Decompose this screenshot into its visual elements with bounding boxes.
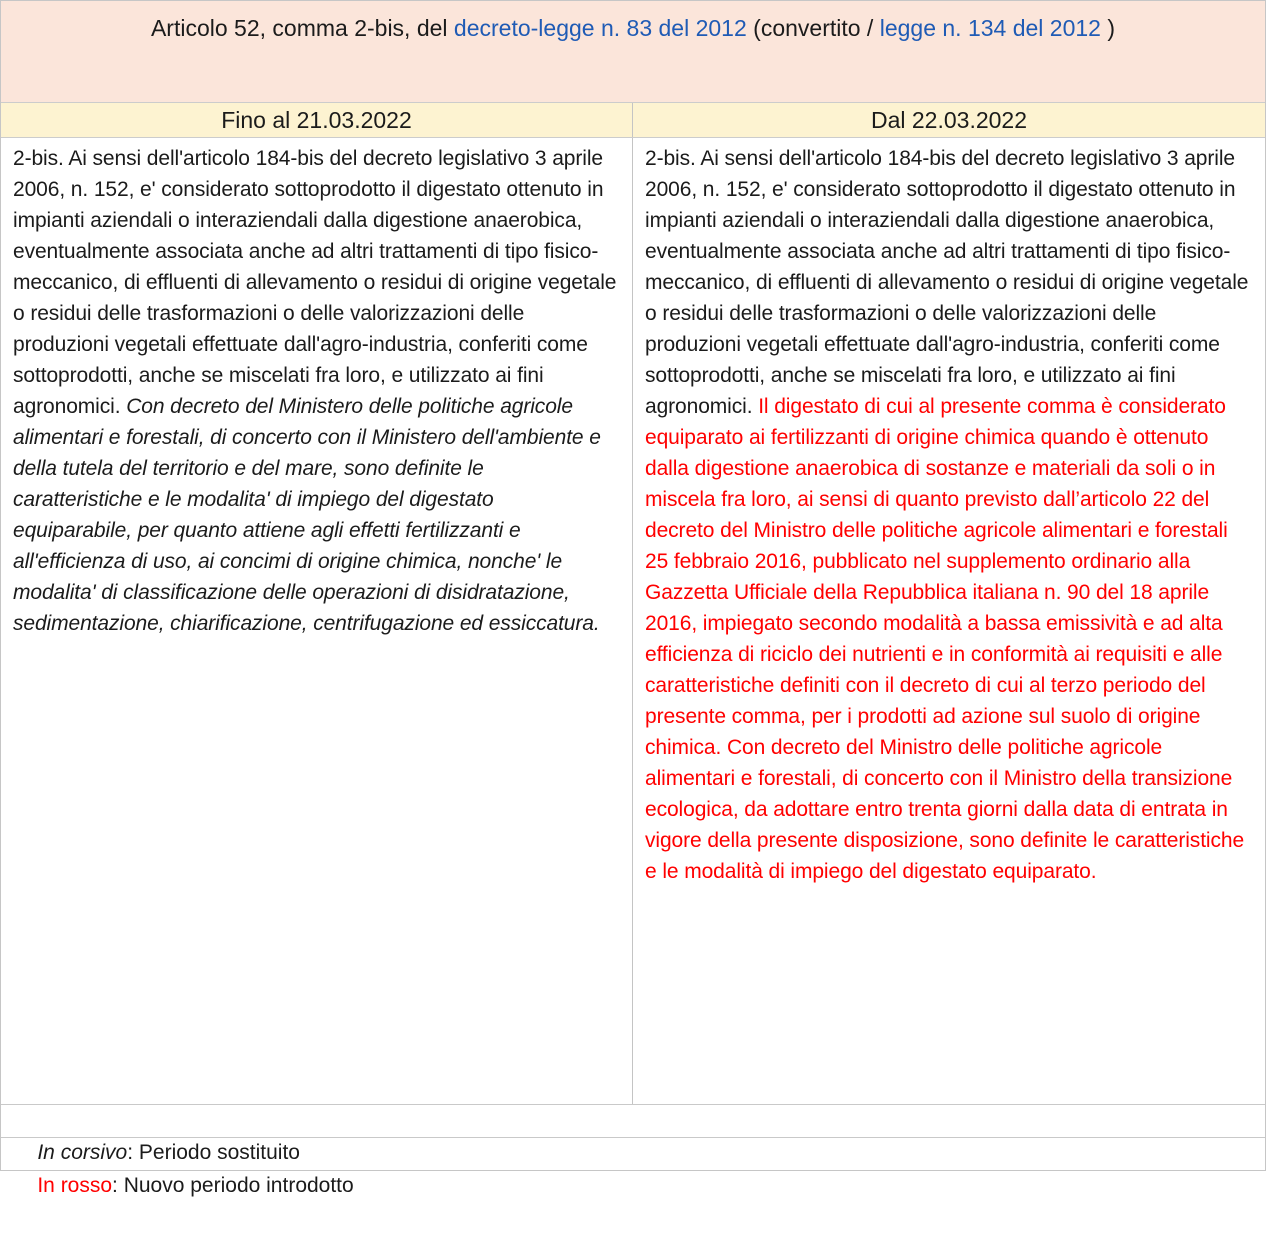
after-unchanged-text: 2-bis. Ai sensi dell'articolo 184-bis del decreto legislativo 3 aprile 2006, n. 152, e' considerato sottoprodotto il digestato ottenuto in impianti aziendali o interaziendali dalla digestione anaerobica, eventualmente associata anche ad altri trattamenti di tipo fisico-meccanico, di effluenti di allevamento o residui di origine vegetale o residui delle trasformazioni o delle valorizzazioni delle produzioni vegetali effettuate dall'agro-industria, conferiti come sottoprodotti, anche se miscelati fra loro, e utilizzato ai fini agronomici. — [645, 147, 1249, 418]
column-headers — [1, 103, 1265, 138]
before-replaced-period-italic: Con decreto del Ministero delle politiche agricole alimentari e forestali, di concerto con il Ministero dell'ambiente e della tutela del territorio e del mare, sono definite le caratteristiche e le modalita' di impiego del digestato equiparabile, per quanto attiene agli effetti fertilizzanti e all'efficienza di uso, ai concimi di origine chimica, nonche' le modalita' di classificazione delle operazioni di disidratazione, sedimentazione, chiarificazione, centrifugazione ed essiccatura. — [13, 395, 601, 635]
document-title — [1, 1, 1265, 103]
legend-italic-description: : Periodo sostituito — [127, 1141, 300, 1164]
legend-italic-label: In corsivo — [37, 1141, 128, 1164]
after-new-period-red: Il digestato di cui al presente comma è considerato equiparato ai fertilizzanti di origine chimica quando è ottenuto dalla digestione anaerobica di sostanze e materiali da soli o in miscela fra loro, ai sensi di quanto previsto dall’articolo 22 del decreto del Ministro delle politiche agricole alimentari e forestali 25 febbraio 2016, pubblicato nel supplemento ordinario alla Gazzetta Ufficiale della Repubblica italiana n. 90 del 18 aprile 2016, impiegato secondo modalità a bassa emissività e ad alta efficienza di riciclo dei nutrienti e in conformità ai requisiti e alle caratteristiche definiti con il decreto di cui al terzo periodo del presente comma, per i prodotti ad azione sul suolo di origine chimica. Con decreto del Ministro delle politiche agricole alimentari e forestali, di concerto con il Ministro della transizione ecologica, da adottare entro trenta giorni dalla data di entrata in vigore della presente disposizione, sono definite le caratteristiche e le modalità di impiego del digestato equiparato. — [645, 395, 1245, 883]
comparison-row — [1, 138, 1265, 1104]
legend-red-description: : Nuovo periodo introdotto — [112, 1174, 354, 1197]
title-text-segment: Articolo 52, comma 2-bis, del — [150, 15, 454, 41]
cell-text-before — [1, 138, 633, 1104]
title-text-segment: (convertito / — [746, 15, 880, 41]
column-header-before: Fino al 21.03.2022 — [1, 103, 633, 137]
legend-red-label: In rosso — [37, 1174, 113, 1197]
title-text-segment: ) — [1100, 15, 1116, 41]
link-legge-134-2012[interactable]: legge n. 134 del 2012 — [879, 15, 1101, 41]
cell-text-after — [633, 138, 1265, 1104]
column-header-after: Dal 22.03.2022 — [870, 107, 1027, 133]
link-decreto-legge-83-2012[interactable]: decreto-legge n. 83 del 2012 — [453, 15, 747, 41]
legend-italic-row — [1, 1104, 1265, 1164]
before-unchanged-text: 2-bis. Ai sensi dell'articolo 184-bis del decreto legislativo 3 aprile 2006, n. 152, e' considerato sottoprodotto il digestato ottenuto in impianti aziendali o interaziendali dalla digestione anaerobica, eventualmente associata anche ad altri trattamenti di tipo fisico-meccanico, di effluenti di allevamento o residui di origine vegetale o residui delle trasformazioni o delle valorizzazioni delle produzioni vegetali effettuate dall'agro-industria, conferiti come sottoprodotti, anche se miscelati fra loro, e utilizzato ai fini agronomici. — [13, 147, 617, 418]
